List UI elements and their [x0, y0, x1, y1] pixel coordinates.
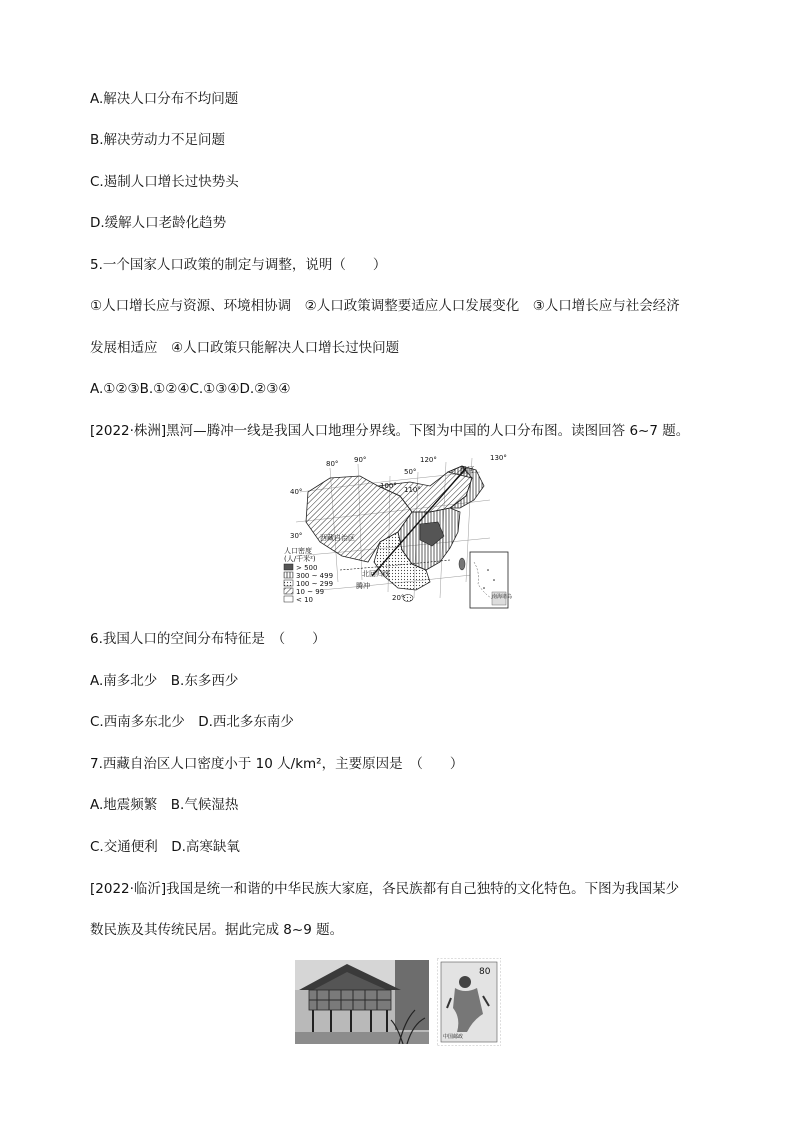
legend-item-1: > 500 — [296, 564, 318, 572]
lat-label-20: 20° — [392, 594, 405, 602]
map-taiwan — [459, 558, 465, 570]
inset-label: 南海诸岛 — [492, 594, 512, 600]
option-4c: C.遏制人口增长过快势头 — [90, 174, 239, 190]
lon-label-110: 110° — [404, 486, 421, 494]
intro-8-9-line-2: 数民族及其传统民居。据此完成 8~9 题。 — [90, 922, 344, 938]
question-7-options-1: A.地震频繁 B.气候湿热 — [90, 797, 239, 813]
china-population-map — [280, 452, 512, 612]
place-tibet: 西藏自治区 — [320, 534, 355, 542]
option-4d: D.缓解人口老龄化趋势 — [90, 215, 227, 231]
place-tengchong: 腾冲 — [356, 582, 370, 590]
lon-label-120: 120° — [420, 456, 437, 464]
question-6-stem: 6.我国人口的空间分布特征是 （ ） — [90, 631, 326, 647]
map-hainan — [403, 595, 413, 602]
question-5-statements-1: ①人口增长应与资源、环境相协调 ②人口政策调整要适应人口发展变化 ③人口增长应与社会经济 — [90, 298, 680, 314]
legend-unit: (人/千米²) — [284, 555, 316, 563]
question-7-options-2: C.交通便利 D.高寒缺氧 — [90, 839, 240, 855]
lon-label-130: 130° — [490, 454, 507, 462]
option-4a: A.解决人口分布不均问题 — [90, 91, 239, 107]
legend-title: 人口密度 — [284, 547, 312, 555]
question-6-options-2: C.西南多东北少 D.西北多东南少 — [90, 714, 294, 730]
lon-label-100: 100° — [380, 482, 397, 490]
lat-label-30: 30° — [290, 532, 303, 540]
intro-6-7: [2022·株洲]黑河—腾冲一线是我国人口地理分界线。下图为中国的人口分布图。读图回答 6~7 题。 — [90, 423, 690, 439]
place-tropic: 北回归线 — [362, 570, 390, 578]
legend-item-4: 10 ~ 99 — [296, 588, 325, 596]
stilt-house-photo — [295, 960, 429, 1044]
lat-label-40: 40° — [290, 488, 303, 496]
lon-label-90: 90° — [354, 456, 367, 464]
lat-label-50: 50° — [404, 468, 417, 476]
stamp-value: 80 — [479, 967, 491, 977]
intro-8-9-line-1: [2022·临沂]我国是统一和谐的中华民族大家庭，各民族都有自己独特的文化特色。下图为我国某少 — [90, 881, 680, 897]
lon-label-80: 80° — [326, 460, 339, 468]
question-5-statements-2: 发展相适应 ④人口政策只能解决人口增长过快问题 — [90, 340, 400, 356]
place-heihe: 黑河 — [460, 466, 474, 474]
question-7-stem: 7.西藏自治区人口密度小于 10 人/km²，主要原因是 （ ） — [90, 756, 464, 772]
question-5-options: A.①②③B.①②④C.①③④D.②③④ — [90, 381, 291, 397]
legend-item-3: 100 ~ 299 — [296, 580, 334, 588]
question-6-options-1: A.南多北少 B.东多西少 — [90, 673, 239, 689]
stamp-caption: 中国邮政 — [443, 1034, 464, 1040]
question-5-stem: 5.一个国家人口政策的制定与调整，说明（ ） — [90, 257, 387, 273]
legend-item-5: < 10 — [296, 596, 313, 604]
option-4b: B.解决劳动力不足问题 — [90, 132, 226, 148]
ethnic-stamp — [437, 958, 501, 1046]
south-china-sea-inset — [470, 552, 512, 608]
legend-item-2: 300 ~ 499 — [296, 572, 334, 580]
